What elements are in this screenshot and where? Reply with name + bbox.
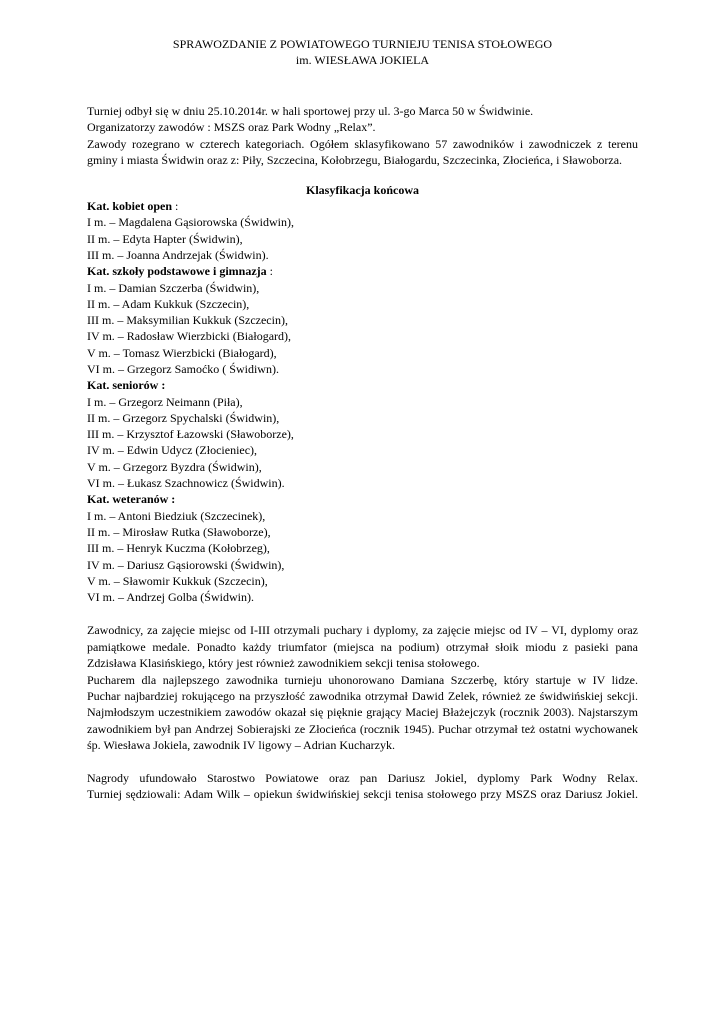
result-entry: IV m. – Radosław Wierzbicki (Białogard), — [87, 329, 292, 344]
result-entry: IV m. – Dariusz Gąsiorowski (Świdwin), — [87, 557, 285, 572]
result-entry: I m. – Magdalena Gąsiorowska (Świdwin), — [87, 215, 294, 230]
category-heading — [87, 491, 638, 507]
result-entry: II m. – Edyta Hapter (Świdwin), — [87, 231, 243, 246]
intro-line-organizers: Organizatorzy zawodów : MSZS oraz Park Wodny „Relax”. — [87, 120, 376, 135]
intro-paragraph — [87, 103, 638, 169]
classification-heading: Klasyfikacja końcowa — [305, 182, 419, 197]
result-entry: VI m. – Grzegorz Samoćko ( Świdiwn). — [87, 362, 279, 376]
result-entry: V m. – Tomasz Wierzbicki (Białogard), — [87, 345, 277, 360]
result-entry: IV m. – Edwin Udycz (Złocieniec), — [87, 443, 258, 458]
result-entry: VI m. – Łukasz Szachnowicz (Świdwin). — [87, 476, 285, 491]
closing-paragraph — [87, 622, 638, 753]
final-line: Turniej sędziowali: Adam Wilk – opiekun świdwińskiej sekcji tenisa stołowego przy MSZS oraz Dariusz Jokiel. — [87, 787, 638, 802]
document-title — [87, 36, 638, 68]
classification-list — [87, 198, 638, 605]
category-title: Kat. weteranów : — [87, 492, 176, 507]
result-entry: III m. – Henryk Kuczma (Kołobrzeg), — [87, 541, 270, 556]
category-title-suffix: : — [172, 199, 179, 214]
paragraph-gap — [87, 754, 638, 770]
result-entry: II m. – Adam Kukkuk (Szczecin), — [87, 296, 250, 311]
intro-line-towns: gminy i miasta Świdwin oraz z: Piły, Szczecina, Kołobrzegu, Białogardu, Szczecinka, Złocieńca, i Sławoborza. — [87, 153, 623, 168]
result-entry: I m. – Damian Szczerba (Świdwin), — [87, 280, 260, 295]
result-entry: V m. – Grzegorz Byzdra (Świdwin), — [87, 459, 262, 474]
closing-line: Pucharem dla najlepszego zawodnika turnieju uhonorowano Damiana Szczerbę, który startuje w IV lidze. — [87, 672, 638, 687]
result-entry: I m. – Grzegorz Neimann (Piła), — [87, 394, 243, 409]
result-entry: I m. – Antoni Biedziuk (Szczecinek), — [87, 508, 266, 523]
category-title: Kat. szkoły podstawowe i gimnazja — [87, 264, 267, 279]
closing-line: zawodnikiem był pan Andrzej Sobierajski ze Złocieńca (rocznik 1945). Puchar otrzymał też ostatni wychowanek — [87, 721, 638, 736]
result-entry: III m. – Krzysztof Łazowski (Sławoborze), — [87, 427, 294, 442]
document-page — [87, 36, 638, 803]
closing-line: Zawodnicy, za zajęcie miejsc od I-III otrzymali puchary i dyplomy, za zajęcie miejsc od IV – VI, dyplomy oraz — [87, 623, 638, 638]
closing-line: pamiątkowe medale. Ponadto każdy triumfator (miejsca na podium) otrzymał słoik miodu z pasieki pana — [87, 639, 638, 654]
category-title: Kat. seniorów : — [87, 378, 166, 393]
final-paragraph — [87, 770, 638, 803]
title-line-2: im. WIESŁAWA JOKIELA — [295, 53, 430, 67]
result-entry: VI m. – Andrzej Golba (Świdwin). — [87, 590, 254, 605]
category-heading — [87, 377, 638, 393]
intro-line-categories: Zawody rozegrano w czterech kategoriach. Ogółem sklasyfikowano 57 zawodników i zawodniczek z terenu — [87, 136, 638, 151]
title-line-1: SPRAWOZDANIE Z POWIATOWEGO TURNIEJU TENISA STOŁOWEGO — [172, 37, 553, 51]
result-entry: V m. – Sławomir Kukkuk (Szczecin), — [87, 573, 268, 588]
intro-line-date: Turniej odbył się w dniu 25.10.2014r. w hali sportowej przy ul. 3-go Marca 50 w Świdwinie. — [87, 104, 534, 118]
category-title-suffix: : — [266, 264, 274, 279]
closing-line: Puchar najbardziej rokującego na przyszłość zawodnika otrzymał Dawid Zelek, również ze świdwińskiej sekcji. — [87, 689, 638, 704]
category-heading — [87, 198, 638, 214]
result-entry: II m. – Mirosław Rutka (Sławoborze), — [87, 524, 271, 539]
closing-line: Zdzisława Klasińskiego, który jest również zawodnikiem sekcji tenisa stołowego. — [87, 656, 480, 671]
final-line: Nagrody ufundowało Starostwo Powiatowe oraz pan Dariusz Jokiel, dyplomy Park Wodny Relax. — [87, 770, 638, 785]
closing-line: śp. Wiesława Jokiela, zawodnik IV ligowy – Adrian Kucharzyk. — [87, 738, 396, 753]
result-entry: III m. – Maksymilian Kukkuk (Szczecin), — [87, 313, 288, 328]
result-entry: III m. – Joanna Andrzejak (Świdwin). — [87, 247, 269, 262]
closing-line: Najmłodszym uczestnikiem zawodów okazał się pięknie grający Maciej Błażejczyk (rocznik 2003). Najstarszym — [87, 705, 638, 720]
result-entry: II m. – Grzegorz Spychalski (Świdwin), — [87, 410, 280, 425]
category-title: Kat. kobiet open — [87, 199, 173, 214]
category-heading — [87, 263, 638, 279]
